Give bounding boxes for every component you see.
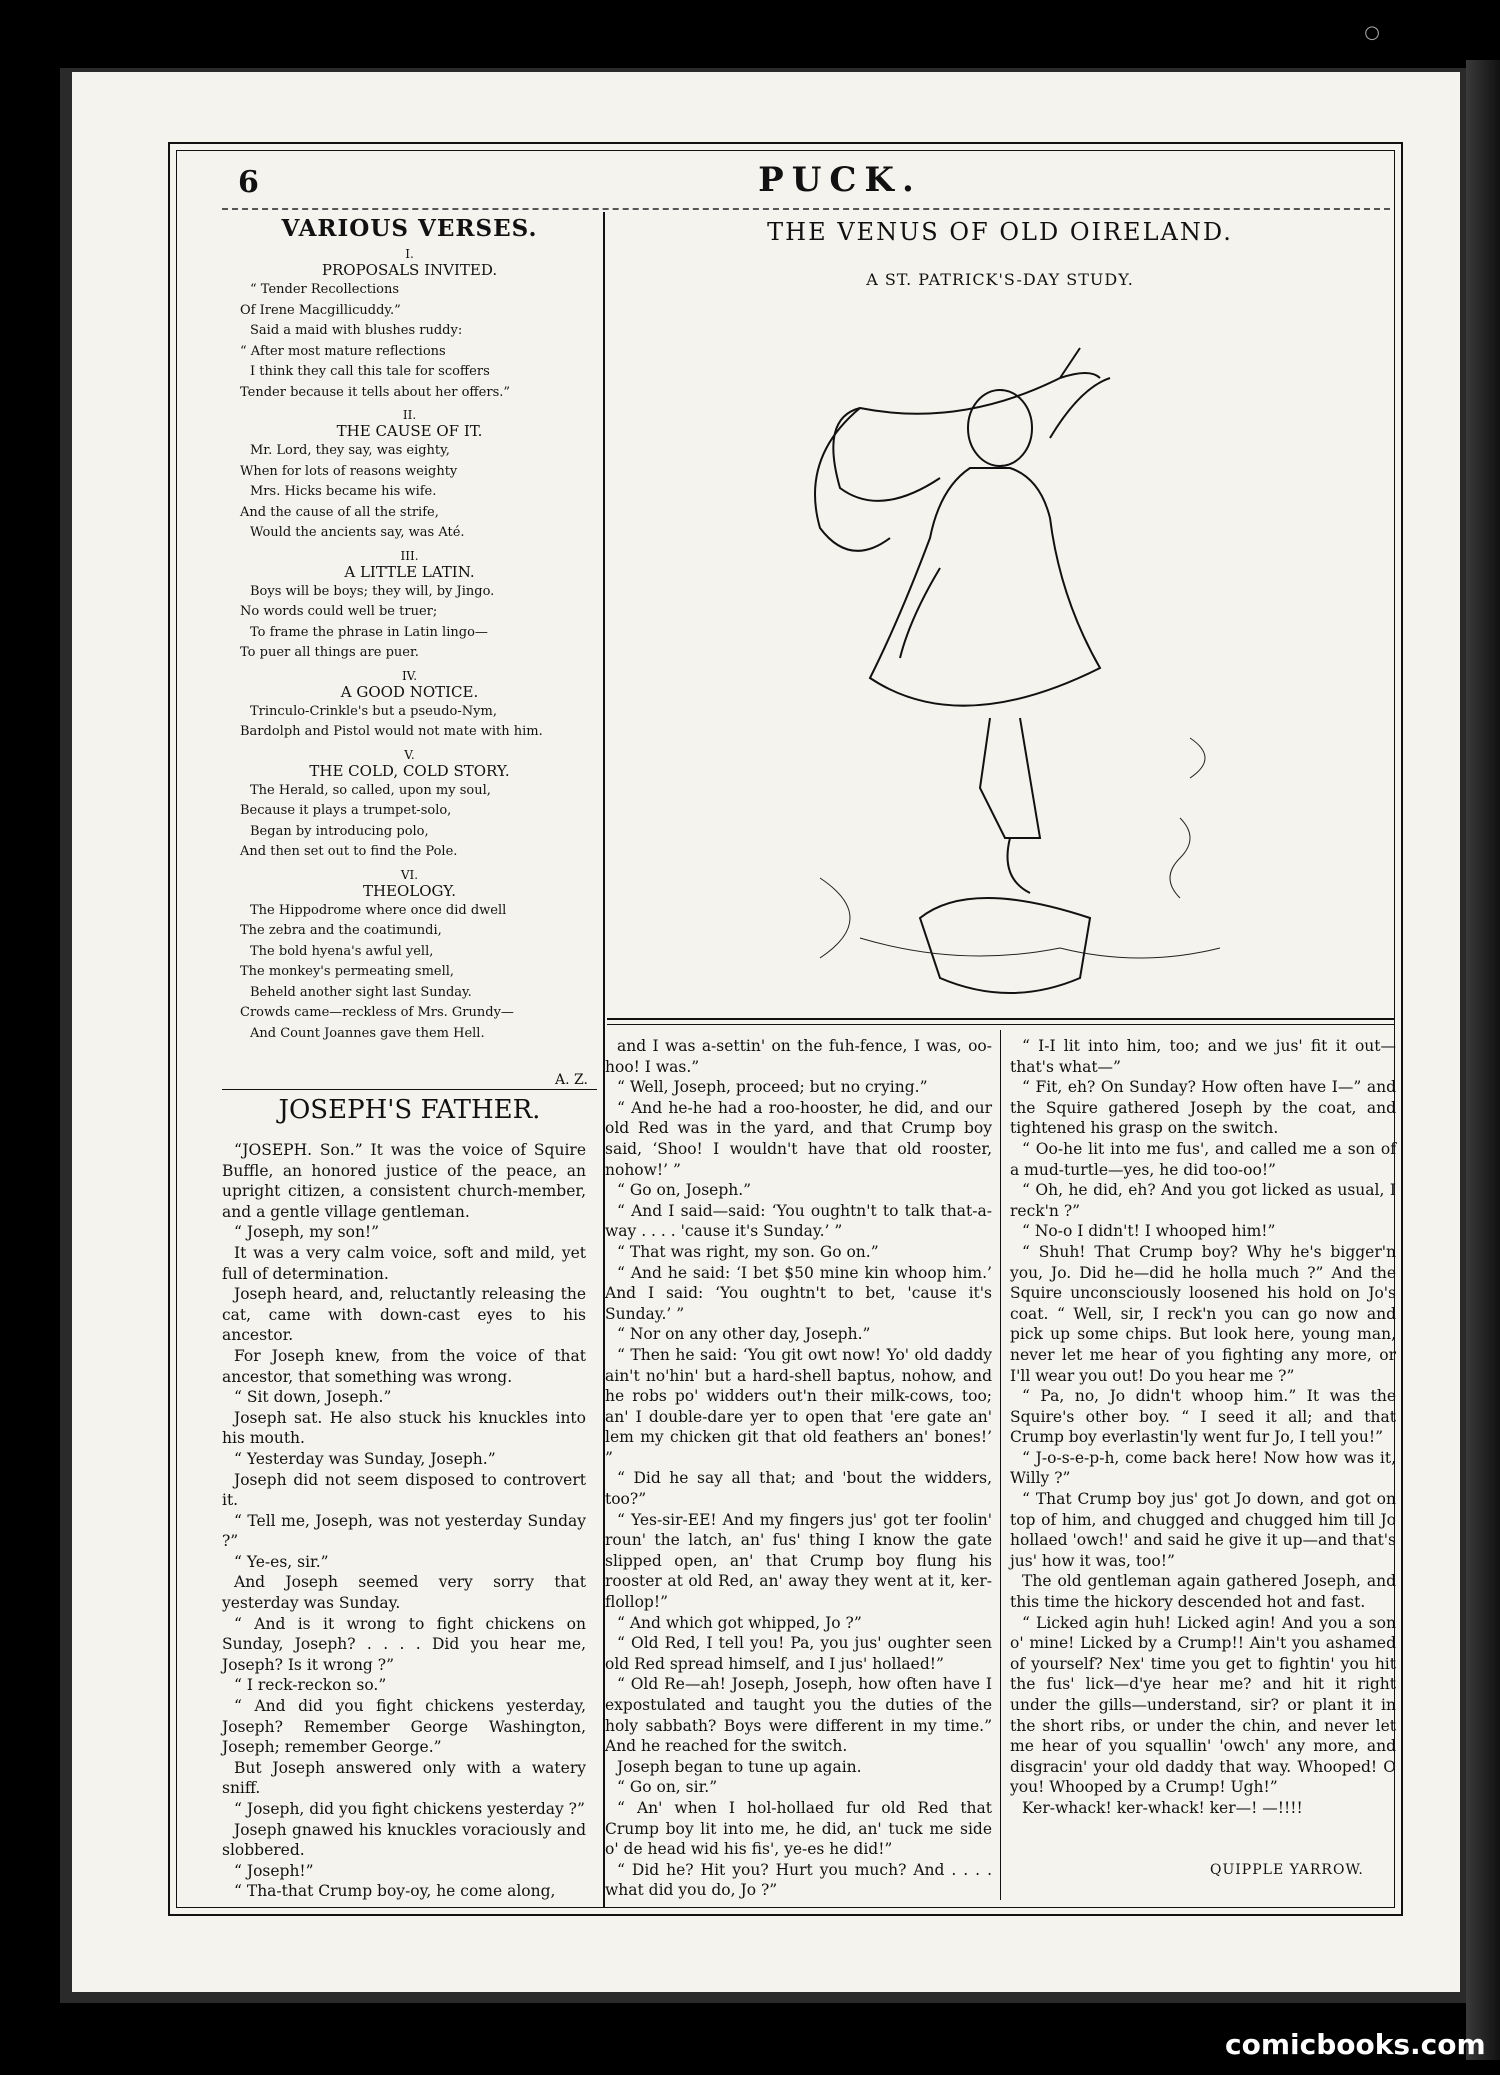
poem-title: A GOOD NOTICE.	[340, 682, 479, 701]
section-title: VARIOUS VERSES.	[281, 215, 538, 242]
poem	[222, 670, 597, 743]
story-paragraph: “ And he said: ‘I bet $50 mine kin whoop him.’ And I said: ‘You oughtn't to bet, 'cause it's Sunday.’ ”	[605, 1263, 992, 1323]
story-paragraph: “ And I said—said: ‘You oughtn't to talk that-a-way . . . . 'cause it's Sunday.’ ”	[605, 1201, 992, 1241]
story-paragraph: “ Nor on any other day, Joseph.”	[617, 1325, 871, 1344]
poem-title: A LITTLE LATIN.	[344, 562, 475, 581]
poem-line: Mrs. Hicks became his wife.	[250, 484, 437, 499]
poem-lines	[222, 441, 597, 544]
story-column-2	[605, 1036, 992, 1901]
verses-signature: A. Z.	[555, 1072, 588, 1088]
story-paragraph: “ And he-he had a roo-hooster, he did, and our old Red was in the yard, and that Crump boy said, ‘Shoo! I wouldn't have that old rooster, nohow!’ ”	[605, 1098, 992, 1179]
story-paragraph: For Joseph knew, from the voice of that ancestor, that something was wrong.	[222, 1346, 586, 1386]
story-paragraph: “ Tell me, Joseph, was not yesterday Sunday ?”	[222, 1511, 586, 1551]
poem-line: The monkey's permeating smell,	[240, 964, 455, 979]
poem-number: III.	[400, 548, 419, 563]
poem-line: Tender because it tells about her offers.”	[240, 384, 511, 400]
story-paragraph: “ That was right, my son. Go on.”	[617, 1242, 879, 1261]
story-paragraph: “ I-I lit into him, too; and we jus' fit it out—that's what—”	[1010, 1037, 1396, 1076]
poem-number: I.	[405, 247, 414, 261]
poem-line: And then set out to find the Pole.	[240, 844, 458, 859]
masthead-rule	[222, 208, 1390, 210]
poem-line: Beheld another sight last Sunday.	[250, 984, 472, 1000]
story-column-3	[1010, 1036, 1396, 1819]
story-paragraph: Joseph heard, and, reluctantly releasing the cat, came with down-cast eyes to his ancestor.	[222, 1285, 586, 1345]
poem-number: VI.	[400, 867, 419, 882]
story-paragraph: “ Joseph, my son!”	[234, 1223, 380, 1242]
poem	[222, 409, 597, 544]
poem-line: The bold hyena's awful yell,	[250, 943, 434, 959]
story-paragraph: and I was a-settin' on the fuh-fence, I was, oo-hoo! I was.”	[605, 1037, 992, 1076]
poem	[222, 248, 597, 403]
poem-line: Mr. Lord, they say, was eighty,	[250, 443, 450, 458]
story-paragraph: But Joseph answered only with a watery sniff.	[222, 1758, 586, 1798]
poem-line: Bardolph and Pistol would not mate with him.	[240, 724, 543, 739]
poem-line: To frame the phrase in Latin lingo—	[250, 624, 488, 640]
story-paragraph: Joseph sat. He also stuck his knuckles into his mouth.	[222, 1408, 586, 1448]
story-paragraph: Joseph began to tune up again.	[617, 1757, 862, 1776]
story-paragraph: “ Yesterday was Sunday, Joseph.”	[234, 1449, 496, 1468]
poem-line: And the cause of all the strife,	[240, 504, 439, 520]
story-paragraph: “ Go on, sir.”	[617, 1778, 718, 1797]
poem-title: THE COLD, COLD STORY.	[309, 761, 510, 780]
poem-number: IV.	[401, 668, 418, 683]
story-column-1	[222, 1140, 586, 1902]
story-paragraph: Ker-whack! ker-whack! ker—! —!!!!	[1022, 1798, 1303, 1817]
illustration-title: THE VENUS OF OLD OIRELAND.	[767, 218, 1233, 246]
poem-number: V.	[404, 747, 415, 762]
story-paragraph: “ Fit, eh? On Sunday? How often have I—” and the Squire gathered Joseph by the coat, and tightened his grasp on the switch.	[1010, 1078, 1396, 1138]
story-paragraph: “ Shuh! That Crump boy? Why he's bigger'n you, Jo. Did he—did he holla much ?” And the Squire unconsciously loosened his hold on Jo's coat. “ Well, sir, I reck'n you can go now and pick up some chips. But look here, young man, never let me hear of you fighting any more, or I'll wear you out! Do you hear me ?”	[1010, 1242, 1396, 1385]
story-paragraph: “ Old Re—ah! Joseph, Joseph, how often have I expostulated and taught you the duties of the holy sabbath? Boys were different in my time.” And he reached for the switch.	[605, 1675, 992, 1756]
story-paragraph: The old gentleman again gathered Joseph, and this time the hickory descended hot and fast.	[1010, 1572, 1396, 1612]
story-paragraph: “ Oh, he did, eh? And you got licked as usual, I reck'n ?”	[1010, 1181, 1396, 1220]
story-paragraph: “ Ye-es, sir.”	[234, 1552, 329, 1571]
story-paragraph: “JOSEPH. Son.” It was the voice of Squire Buffle, an honored justice of the peace, an upright citizen, a consistent church-member, and a gentle village gentleman.	[222, 1141, 586, 1221]
story-paragraph: Joseph did not seem disposed to controvert it.	[222, 1470, 586, 1510]
story-paragraph: “ An' when I hol-hollaed fur old Red that Crump boy lit into me, he did, an' tuck me side o' de head wid his fis', ye-es he did!”	[605, 1798, 992, 1859]
story-paragraph: “ Go on, Joseph.”	[617, 1181, 752, 1200]
poem-line: Crowds came—reckless of Mrs. Grundy—	[240, 1005, 514, 1020]
poem-line: Would the ancients say, was Até.	[250, 525, 465, 540]
story-paragraph: “ Pa, no, Jo didn't whoop him.” It was the Squire's other boy. “ I seed it all; and that Crump boy everlastin'ly went fur Jo, I tell you!”	[1010, 1387, 1396, 1447]
poem-line: I think they call this tale for scoffers	[250, 364, 490, 379]
story-paragraph: “ Oo-he lit into me fus', and called me a son of a mud-turtle—yes, he did too-oo!”	[1010, 1139, 1396, 1179]
poem	[222, 749, 597, 863]
story-paragraph: “ Well, Joseph, proceed; but no crying.”	[617, 1078, 928, 1097]
poem-title: PROPOSALS INVITED.	[321, 261, 498, 279]
story-paragraph: “ And which got whipped, Jo ?”	[617, 1613, 862, 1632]
watermark: comicbooks.com	[1225, 2028, 1486, 2061]
poem-line: Began by introducing polo,	[250, 823, 429, 839]
story-paragraph: “ Sit down, Joseph.”	[234, 1388, 392, 1407]
story-paragraph: “ Joseph!”	[234, 1861, 314, 1880]
story-paragraph: It was a very calm voice, soft and mild, yet full of determination.	[222, 1243, 586, 1283]
page-number: 6	[238, 165, 259, 200]
story-paragraph: “ Did he? Hit you? Hurt you much? And . . . . what did you do, Jo ?”	[605, 1860, 992, 1900]
story-paragraph: “ Old Red, I tell you! Pa, you jus' oughter seen old Red spread himself, and I jus' hollaed!”	[605, 1634, 992, 1673]
poem-line: When for lots of reasons weighty	[240, 463, 458, 479]
story-paragraph: “ That Crump boy jus' got Jo down, and got on top of him, and chugged and chugged him till Jo hollaed 'owch!' and said he give it up—and that's jus' how it was, too!”	[1010, 1490, 1396, 1570]
poem-lines	[222, 280, 597, 403]
poem-number: II.	[402, 408, 417, 422]
poem-line: Of Irene Macgillicuddy.”	[240, 302, 401, 318]
poem-lines	[222, 702, 597, 743]
story-paragraph: “ I reck-reckon so.”	[234, 1676, 387, 1695]
verses-end-rule	[222, 1089, 597, 1090]
poem-list	[222, 248, 597, 1044]
story-paragraph: “ Licked agin huh! Licked agin! And you a son o' mine! Licked by a Crump!! Ain't you ashamed of yourself? Nex' time you get to fightin' you hit the fus' lick—d'ye hear me? and hit it right under the gills—understand, sir? or plant it in the short ribs, or under the chin, and never let me hear of you squallin' 'owch' any more, and disgracin' your old daddy that way. Whooped! O you! Whooped by a Crump! Ugh!”	[1010, 1613, 1396, 1797]
poem-line: Because it plays a trumpet-solo,	[240, 803, 452, 818]
story-paragraph: “ Did he say all that; and 'bout the widders, too?”	[605, 1469, 992, 1509]
poem-lines	[222, 901, 597, 1045]
story-paragraph: “ Tha-that Crump boy-oy, he come along,	[234, 1882, 556, 1901]
story-paragraph: “ No-o I didn't! I whooped him!”	[1022, 1222, 1276, 1241]
poem-line: Boys will be boys; they will, by Jingo.	[250, 583, 495, 599]
column-divider-right	[1000, 1030, 1001, 1900]
story-paragraph: “ J-o-s-e-p-h, come back here! Now how was it, Willy ?”	[1010, 1448, 1396, 1488]
story-paragraph: Joseph gnawed his knuckles voraciously and slobbered.	[222, 1820, 586, 1860]
poem-line: The zebra and the coatimundi,	[240, 923, 442, 938]
poem-line: “ After most mature reflections	[240, 343, 446, 359]
poem-lines	[222, 582, 597, 664]
facing-page-edge	[1466, 60, 1500, 2060]
poem-line: Trinculo-Crinkle's but a pseudo-Nym,	[250, 703, 497, 719]
illustration-bottom-rule-2	[607, 1024, 1395, 1025]
corner-mark: ○	[1364, 22, 1380, 43]
poem-title: THEOLOGY.	[362, 881, 457, 900]
poem	[222, 869, 597, 1045]
poem-lines	[222, 781, 597, 863]
story-paragraph: “ Then he said: ‘You git owt now! Yo' old daddy ain't no'hin' but a hard-shell baptus, nohow, and he robs po' widders out'n their milk-cows, too; an' I double-dare yer to open that 'ere gate an' lem my chicken git that old feathers an' bones!’ ”	[605, 1345, 992, 1467]
various-verses	[222, 215, 597, 1044]
story-paragraph: And Joseph seemed very sorry that yesterday was Sunday.	[222, 1573, 586, 1613]
story-paragraph: “ And did you fight chickens yesterday, Joseph? Remember George Washington, Joseph; remember George.”	[222, 1697, 586, 1757]
poem-line: “ Tender Recollections	[250, 282, 399, 297]
poem-title: THE CAUSE OF IT.	[336, 422, 483, 440]
poem-line: The Herald, so called, upon my soul,	[250, 782, 491, 798]
poem-line: Said a maid with blushes ruddy:	[250, 323, 463, 338]
story-title: JOSEPH'S FATHER.	[278, 1095, 541, 1125]
poem-line: The Hippodrome where once did dwell	[250, 902, 507, 918]
poem-line: And Count Joannes gave them Hell.	[250, 1025, 485, 1041]
venus-illustration	[760, 318, 1280, 1008]
poem-line: To puer all things are puer.	[240, 645, 419, 660]
story-paragraph: “ Joseph, did you fight chickens yesterday ?”	[234, 1800, 585, 1818]
illustration-bottom-rule	[607, 1018, 1395, 1020]
story-paragraph: “ Yes-sir-EE! And my fingers jus' got ter foolin' roun' the latch, an' fus' thing I know the gate slipped open, an' that Crump boy flung his rooster at old Red, an' away they went at it, ker-flollop!”	[605, 1510, 992, 1612]
story-byline: QUIPPLE YARROW.	[1210, 1862, 1364, 1878]
poem	[222, 550, 597, 664]
story-paragraph: “ And is it wrong to fight chickens on Sunday, Joseph? . . . . Did you hear me, Joseph? Is it wrong ?”	[222, 1614, 586, 1674]
poem-line: No words could well be truer;	[240, 604, 438, 619]
illustration-subtitle: A ST. PATRICK'S-DAY STUDY.	[866, 270, 1134, 289]
masthead: PUCK.	[758, 160, 922, 200]
